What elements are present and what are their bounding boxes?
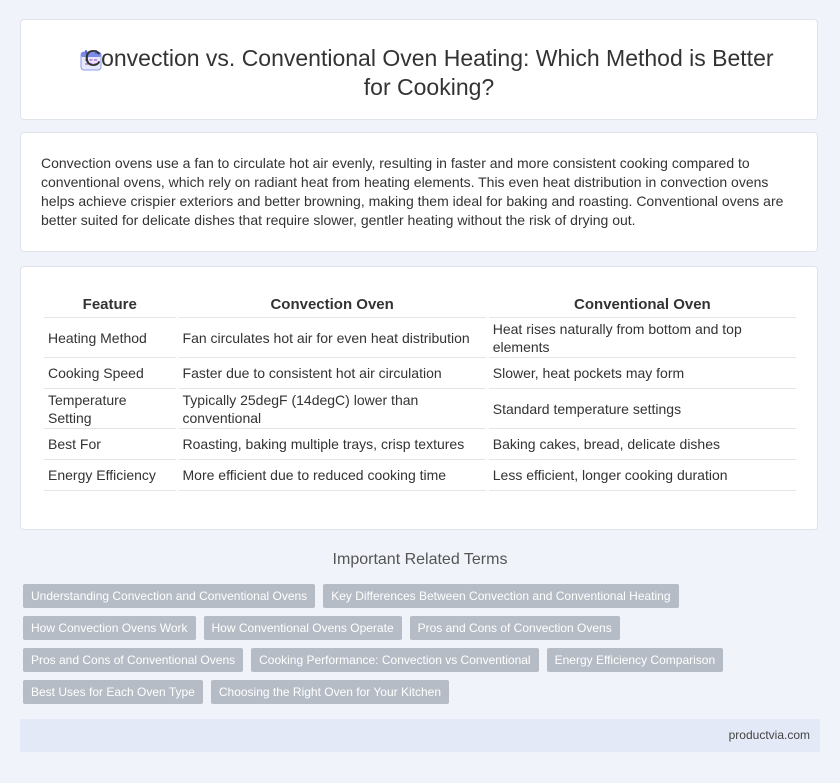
related-term-tag[interactable]: Energy Efficiency Comparison (547, 648, 724, 672)
table-cell: Temperature Setting (44, 389, 176, 429)
related-term-tag[interactable]: Understanding Convection and Conventional Ovens (23, 584, 315, 608)
related-term-tag[interactable]: How Conventional Ovens Operate (204, 616, 402, 640)
table-cell: Baking cakes, bread, delicate dishes (489, 429, 796, 460)
table-cell: Heating Method (44, 318, 176, 358)
table-cell: More efficient due to reduced cooking time (179, 460, 486, 491)
column-header-convection: Convection Oven (179, 291, 486, 318)
related-terms-list (23, 584, 823, 712)
footer-site-link[interactable]: productvia.com (728, 728, 810, 742)
table-cell: Fan circulates hot air for even heat distribution (179, 318, 486, 358)
footer (20, 719, 820, 752)
table-cell: Less efficient, longer cooking duration (489, 460, 796, 491)
related-terms-title: Important Related Terms (332, 551, 508, 568)
table-row (44, 358, 796, 389)
related-term-tag[interactable]: Choosing the Right Oven for Your Kitchen (211, 680, 449, 704)
table-cell: Energy Efficiency (44, 460, 176, 491)
table-cell: Faster due to consistent hot air circulation (179, 358, 486, 389)
table-row (44, 429, 796, 460)
column-header-feature: Feature (44, 291, 176, 318)
intro-card (20, 132, 818, 252)
table-cell: Roasting, baking multiple trays, crisp textures (179, 429, 486, 460)
related-term-tag[interactable]: Key Differences Between Convection and Conventional Heating (323, 584, 678, 608)
table-cell: Best For (44, 429, 176, 460)
comparison-table (41, 291, 799, 491)
table-cell: Typically 25degF (14degC) lower than conventional (179, 389, 486, 429)
related-term-tag[interactable]: Cooking Performance: Convection vs Conventional (251, 648, 538, 672)
related-term-tag[interactable]: Pros and Cons of Convection Ovens (410, 616, 620, 640)
table-row (44, 318, 796, 358)
table-cell: Heat rises naturally from bottom and top elements (489, 318, 796, 358)
table-cell: Cooking Speed (44, 358, 176, 389)
table-cell: Slower, heat pockets may form (489, 358, 796, 389)
page-title: Convection vs. Conventional Oven Heating: Which Method is Better for Cooking? (84, 45, 774, 100)
related-term-tag[interactable]: How Convection Ovens Work (23, 616, 196, 640)
intro-text: Convection ovens use a fan to circulate hot air evenly, resulting in faster and more consistent cooking compared to conventional ovens, which rely on radiant heat from heating elements. This even heat distribution in convection ovens helps achieve crispier exteriors and better browning, making them ideal for baking and roasting. Conventional ovens are better suited for delicate dishes that require slower, gentler heating without the risk of drying out. (41, 155, 784, 228)
table-row (44, 389, 796, 429)
related-term-tag[interactable]: Pros and Cons of Conventional Ovens (23, 648, 243, 672)
related-term-tag[interactable]: Best Uses for Each Oven Type (23, 680, 203, 704)
table-cell: Standard temperature settings (489, 389, 796, 429)
table-row (44, 460, 796, 491)
column-header-conventional: Conventional Oven (489, 291, 796, 318)
comparison-card (20, 266, 818, 530)
header-card (20, 19, 818, 120)
